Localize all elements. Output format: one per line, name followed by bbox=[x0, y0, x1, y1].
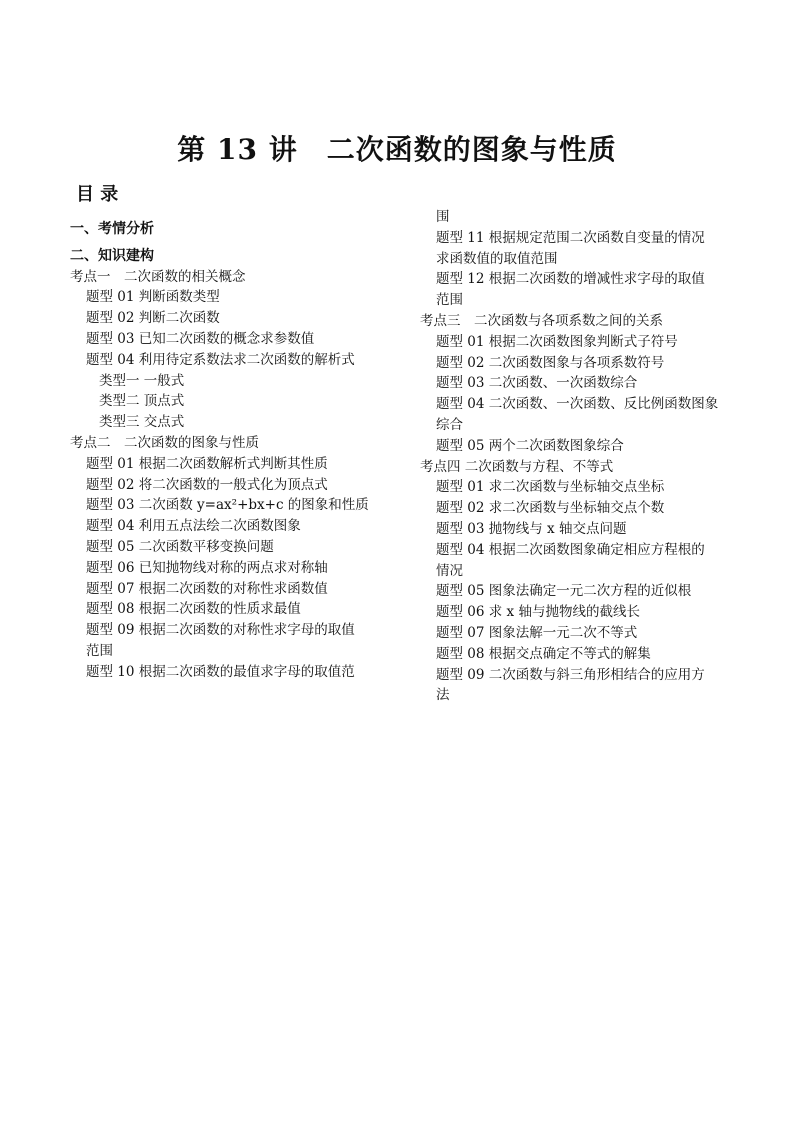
toc-entry: 题型 01 求二次函数与坐标轴交点坐标 bbox=[436, 479, 665, 496]
toc-entry: 题型 07 图象法解一元二次不等式 bbox=[436, 624, 638, 641]
toc-entry-continuation: 范围 bbox=[86, 642, 113, 659]
toc-topic: 考点三 二次函数与各项系数之间的关系 bbox=[420, 312, 663, 329]
toc-entry: 题型 03 二次函数、一次函数综合 bbox=[436, 375, 638, 392]
toc-entry: 题型 04 利用五点法绘二次函数图象 bbox=[86, 518, 301, 535]
toc-entry-continuation: 围 bbox=[436, 209, 450, 225]
toc-subentry: 类型一 一般式 bbox=[99, 372, 185, 389]
toc-right-column bbox=[420, 207, 730, 706]
toc-entry: 题型 08 根据二次函数的性质求最值 bbox=[86, 601, 301, 618]
toc-entry: 题型 02 二次函数图象与各项系数符号 bbox=[436, 354, 665, 371]
toc-section-heading: 二、知识建构 bbox=[70, 247, 154, 264]
toc-entry: 题型 01 根据二次函数图象判断式子符号 bbox=[436, 333, 678, 350]
toc-subentry: 类型三 交点式 bbox=[99, 414, 185, 431]
toc-topic: 考点二 二次函数的图象与性质 bbox=[70, 434, 259, 451]
toc-entry: 题型 03 抛物线与 x 轴交点问题 bbox=[436, 520, 627, 537]
toc-entry: 题型 04 根据二次函数图象确定相应方程根的 bbox=[436, 541, 705, 558]
toc-entry: 题型 01 判断函数类型 bbox=[86, 289, 220, 306]
page-title: 第 13 讲 二次函数的图象与性质 bbox=[177, 133, 617, 166]
toc-entry: 题型 06 求 x 轴与抛物线的截线长 bbox=[436, 604, 640, 621]
toc-entry: 题型 02 求二次函数与坐标轴交点个数 bbox=[436, 500, 665, 517]
toc-entry: 题型 08 根据交点确定不等式的解集 bbox=[436, 645, 651, 662]
toc-entry: 题型 07 根据二次函数的对称性求函数值 bbox=[86, 580, 328, 597]
toc-entry: 题型 06 已知抛物线对称的两点求对称轴 bbox=[86, 559, 328, 576]
toc-entry-continuation: 情况 bbox=[436, 562, 463, 579]
toc-heading: 目 录 bbox=[76, 184, 119, 205]
toc-entry: 题型 02 判断二次函数 bbox=[86, 310, 220, 327]
toc-entry: 题型 09 二次函数与斜三角形相结合的应用方 bbox=[436, 666, 705, 683]
toc-subentry: 类型二 顶点式 bbox=[99, 393, 185, 410]
toc-topic: 考点一 二次函数的相关概念 bbox=[70, 268, 246, 285]
toc-entry: 题型 04 利用待定系数法求二次函数的解析式 bbox=[86, 351, 355, 368]
toc-entry-continuation: 法 bbox=[436, 687, 450, 704]
toc-entry: 题型 05 两个二次函数图象综合 bbox=[436, 437, 624, 454]
toc-entry: 题型 03 已知二次函数的概念求参数值 bbox=[86, 330, 315, 347]
toc-entry: 题型 10 根据二次函数的最值求字母的取值范 bbox=[86, 663, 355, 680]
toc-section-heading: 一、考情分析 bbox=[70, 221, 154, 237]
toc-left-column bbox=[70, 207, 382, 683]
toc-entry: 题型 02 将二次函数的一般式化为顶点式 bbox=[86, 476, 328, 493]
toc-entry-continuation: 范围 bbox=[436, 292, 463, 309]
toc-entry: 题型 01 根据二次函数解析式判断其性质 bbox=[86, 455, 328, 472]
toc-topic: 考点四 二次函数与方程、不等式 bbox=[420, 458, 614, 475]
toc-entry: 题型 05 二次函数平移变换问题 bbox=[86, 538, 274, 555]
toc-entry-continuation: 综合 bbox=[436, 416, 463, 433]
toc-entry: 题型 03 二次函数 y=ax²+bx+c 的图象和性质 bbox=[86, 497, 369, 514]
toc-entry-continuation: 求函数值的取值范围 bbox=[436, 250, 558, 267]
toc-entry: 题型 11 根据规定范围二次函数自变量的情况 bbox=[436, 229, 705, 246]
toc-entry: 题型 05 图象法确定一元二次方程的近似根 bbox=[436, 583, 692, 600]
toc-entry: 题型 12 根据二次函数的增减性求字母的取值 bbox=[436, 271, 705, 288]
toc-entry: 题型 04 二次函数、一次函数、反比例函数图象 bbox=[436, 396, 719, 413]
toc-entry: 题型 09 根据二次函数的对称性求字母的取值 bbox=[86, 622, 355, 639]
